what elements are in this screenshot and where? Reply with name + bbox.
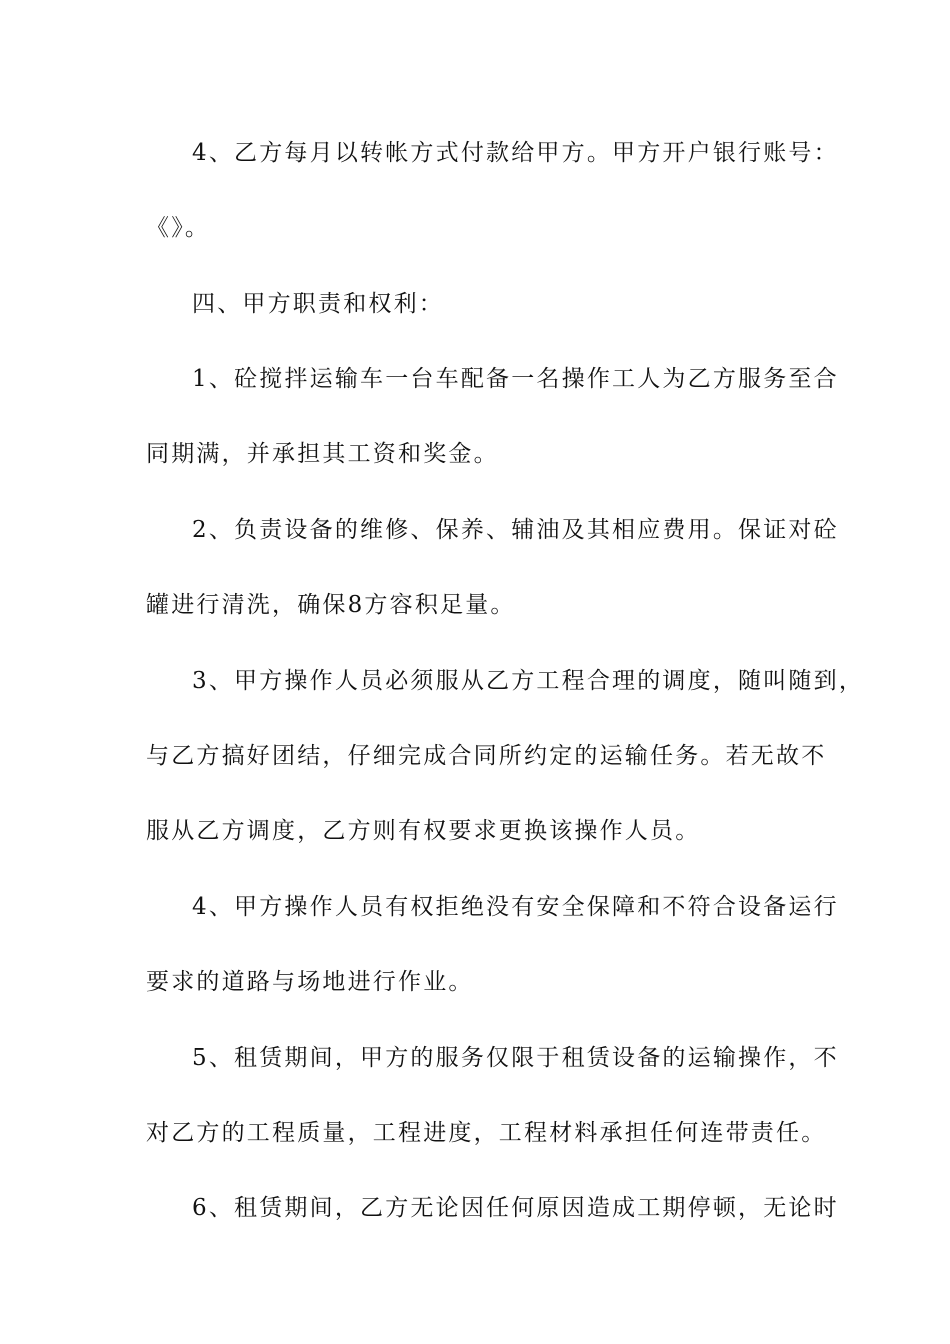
text-line-clause-2b: 罐进行清洗，确保8方容积足量。 — [146, 592, 516, 618]
text-line-clause-4a: 4、甲方操作人员有权拒绝没有安全保障和不符合设备运行 — [192, 894, 839, 920]
text-line-clause-1b: 同期满，并承担其工资和奖金。 — [146, 441, 499, 467]
text-line-clause-5b: 对乙方的工程质量，工程进度，工程材料承担任何连带责任。 — [146, 1120, 827, 1146]
text-line-clause-3c: 服从乙方调度，乙方则有权要求更换该操作人员。 — [146, 818, 701, 844]
text-line-clause-3a: 3、甲方操作人员必须服从乙方工程合理的调度，随叫随到， — [192, 668, 865, 694]
text-line-clause-3b: 与乙方搞好团结，仔细完成合同所约定的运输任务。若无故不 — [146, 743, 827, 769]
text-line-clause-5a: 5、租赁期间，甲方的服务仅限于租赁设备的运输操作，不 — [192, 1045, 839, 1071]
text-line-clause-1a: 1、砼搅拌运输车一台车配备一名操作工人为乙方服务至合 — [192, 366, 839, 392]
text-line-payment: 4、乙方每月以转帐方式付款给甲方。甲方开户银行账号： — [192, 140, 839, 166]
section-heading-party-a-duties: 四、甲方职责和权利： — [192, 291, 444, 317]
text-line-clause-2a: 2、负责设备的维修、保养、辅油及其相应费用。保证对砼 — [192, 517, 839, 543]
text-line-clause-4b: 要求的道路与场地进行作业。 — [146, 969, 474, 995]
text-line-account: 《》。 — [146, 215, 211, 241]
text-line-clause-6a: 6、租赁期间，乙方无论因任何原因造成工期停顿，无论时 — [192, 1195, 839, 1221]
